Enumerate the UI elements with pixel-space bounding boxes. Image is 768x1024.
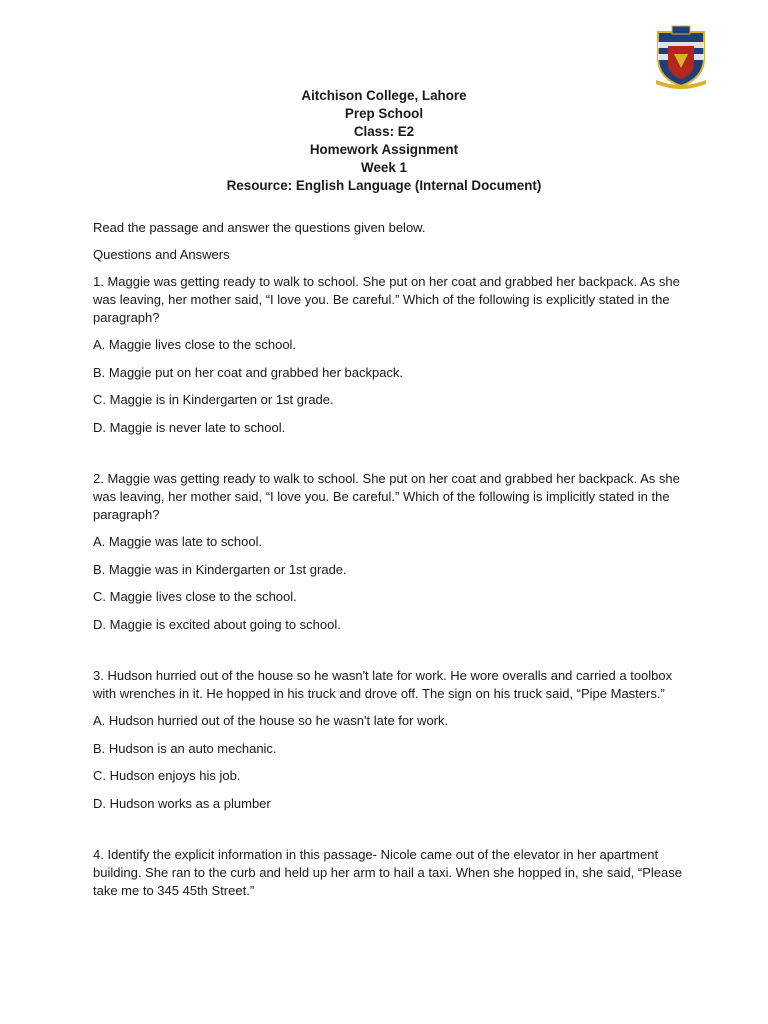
question-text: 2. Maggie was getting ready to walk to school. She put on her coat and grabbed her backpack. As she was leaving, her mother said, “I love you. Be careful.” Which of the following is implicitly stated in the paragraph?	[93, 471, 680, 522]
answer-option: D. Maggie is excited about going to school.	[93, 616, 341, 632]
answer-option: C. Maggie lives close to the school.	[93, 589, 297, 604]
answer-option: A. Maggie lives close to the school.	[93, 337, 297, 352]
instructions: Read the passage and answer the questions given below.	[93, 220, 426, 235]
answer-option: B. Maggie was in Kindergarten or 1st grade.	[93, 561, 347, 577]
question-text: 3. Hudson hurried out of the house so he wasn't late for work. He wore overalls and carried a toolbox with wrenches in it. He hopped in his truck and drove off. The sign on his truck said, “Pipe Masters.”	[93, 668, 673, 701]
question-block-3	[93, 667, 683, 813]
document-heading	[0, 87, 768, 195]
answer-option: C. Maggie is in Kindergarten or 1st grade.	[93, 392, 334, 407]
class-name: Class: E2	[353, 124, 415, 139]
section-name: Prep School	[344, 106, 424, 121]
answer-option: C. Hudson enjoys his job.	[93, 768, 241, 783]
answer-option: B. Hudson is an auto mechanic.	[93, 740, 277, 756]
assignment-title: Homework Assignment	[309, 142, 459, 157]
school-crest-logo	[652, 24, 710, 90]
answer-option: B. Maggie put on her coat and grabbed her backpack.	[93, 364, 404, 380]
questions-subheading: Questions and Answers	[93, 247, 230, 262]
spacer	[93, 643, 683, 667]
question-text: 1. Maggie was getting ready to walk to school. She put on her coat and grabbed her backpack. As she was leaving, her mother said, “I love you. Be careful.” Which of the following is explicitly stated in the paragraph?	[93, 274, 680, 325]
school-name: Aitchison College, Lahore	[301, 88, 467, 103]
week-label: Week 1	[361, 160, 407, 175]
question-block-2	[93, 470, 683, 634]
answer-option: D. Maggie is never late to school.	[93, 419, 286, 435]
question-block-4	[93, 846, 683, 900]
spacer	[93, 446, 683, 470]
question-block-1	[93, 273, 683, 437]
spacer	[93, 822, 683, 846]
document-body	[93, 219, 683, 909]
answer-option: D. Hudson works as a plumber	[93, 795, 271, 811]
answer-option: A. Hudson hurried out of the house so he wasn't late for work.	[93, 713, 449, 728]
resource-label: Resource: English Language (Internal Document)	[226, 178, 542, 193]
question-text: 4. Identify the explicit information in this passage- Nicole came out of the elevator in her apartment building. She ran to the curb and held up her arm to hail a taxi. When she hopped in, she said, “Please take me to 345 45th Street.”	[93, 847, 682, 898]
answer-option: A. Maggie was late to school.	[93, 534, 263, 549]
